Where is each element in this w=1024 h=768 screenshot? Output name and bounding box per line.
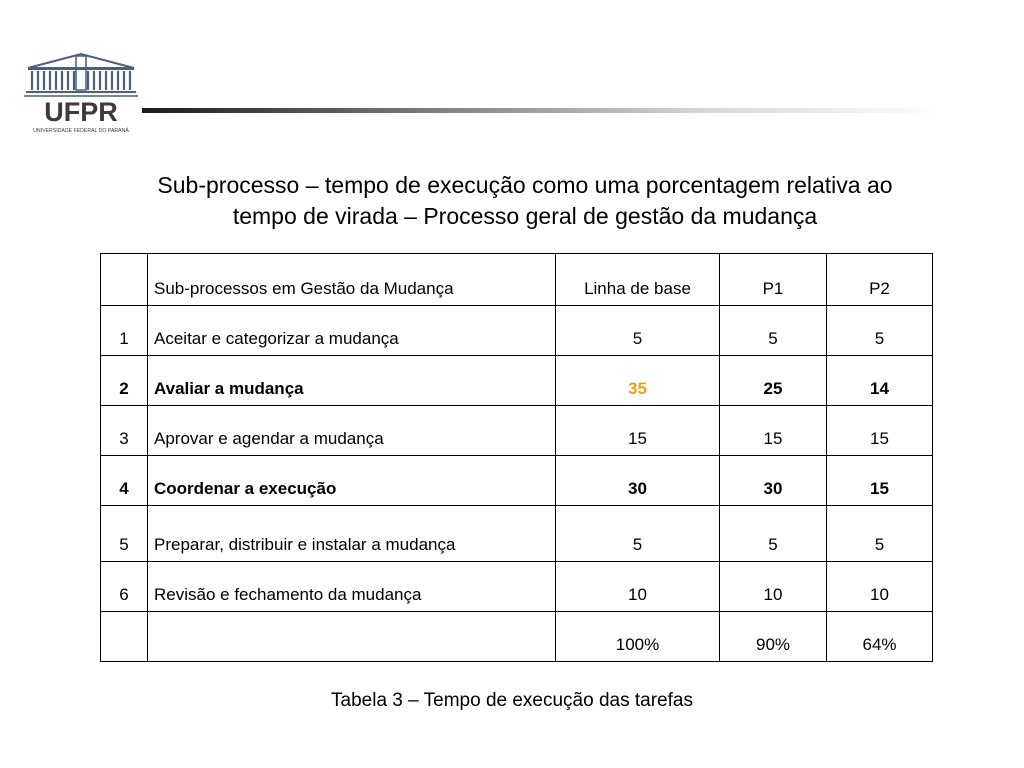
row-p1: 5	[720, 506, 827, 562]
table-row	[101, 356, 933, 406]
logo-subtext: UNIVERSIDADE FEDERAL DO PARANÁ	[33, 128, 129, 134]
row-p2: 5	[827, 506, 933, 562]
row-p1: 15	[720, 406, 827, 456]
row-number: 4	[101, 456, 148, 506]
row-p2: 14	[827, 356, 933, 406]
table-row	[101, 406, 933, 456]
totals-p1: 90%	[720, 612, 827, 662]
header-p2: P2	[827, 254, 933, 306]
row-number: 6	[101, 562, 148, 612]
row-number: 3	[101, 406, 148, 456]
row-number: 2	[101, 356, 148, 406]
ufpr-logo	[24, 52, 138, 136]
table-totals-row	[101, 612, 933, 662]
execution-time-table	[100, 253, 933, 662]
row-p1: 5	[720, 306, 827, 356]
row-label: Avaliar a mudança	[148, 356, 556, 406]
table-header-row	[101, 254, 933, 306]
header-number	[101, 254, 148, 306]
row-baseline: 15	[556, 406, 720, 456]
totals-label	[148, 612, 556, 662]
row-label: Coordenar a execução	[148, 456, 556, 506]
row-baseline: 5	[556, 306, 720, 356]
totals-baseline: 100%	[556, 612, 720, 662]
header-divider	[142, 108, 942, 113]
title-line-1: Sub-processo – tempo de execução como uma porcentagem relativa ao	[157, 172, 893, 198]
totals-p2: 64%	[827, 612, 933, 662]
row-label: Preparar, distribuir e instalar a mudança	[148, 506, 556, 562]
row-p1: 25	[720, 356, 827, 406]
row-label: Aceitar e categorizar a mudança	[148, 306, 556, 356]
row-p2: 15	[827, 456, 933, 506]
totals-number	[101, 612, 148, 662]
row-number: 1	[101, 306, 148, 356]
row-p2: 5	[827, 306, 933, 356]
header-baseline: Linha de base	[556, 254, 720, 306]
row-baseline: 10	[556, 562, 720, 612]
table-caption: Tabela 3 – Tempo de execução das tarefas	[331, 690, 693, 711]
table-row	[101, 306, 933, 356]
row-baseline: 30	[556, 456, 720, 506]
table-row	[101, 506, 933, 562]
row-label: Aprovar e agendar a mudança	[148, 406, 556, 456]
row-p2: 15	[827, 406, 933, 456]
row-baseline: 5	[556, 506, 720, 562]
header-p1: P1	[720, 254, 827, 306]
logo-text: UFPR	[44, 97, 118, 127]
table-row	[101, 456, 933, 506]
row-p1: 10	[720, 562, 827, 612]
title-line-2: tempo de virada – Processo geral de gestão da mudança	[232, 203, 818, 229]
table-row	[101, 562, 933, 612]
ufpr-logo-graphic	[24, 52, 138, 136]
row-baseline-highlighted: 35	[556, 356, 720, 406]
row-number: 5	[101, 506, 148, 562]
slide-title	[90, 170, 960, 232]
row-p1: 30	[720, 456, 827, 506]
row-label: Revisão e fechamento da mudança	[148, 562, 556, 612]
header-subprocess: Sub-processos em Gestão da Mudança	[148, 254, 556, 306]
row-p2: 10	[827, 562, 933, 612]
